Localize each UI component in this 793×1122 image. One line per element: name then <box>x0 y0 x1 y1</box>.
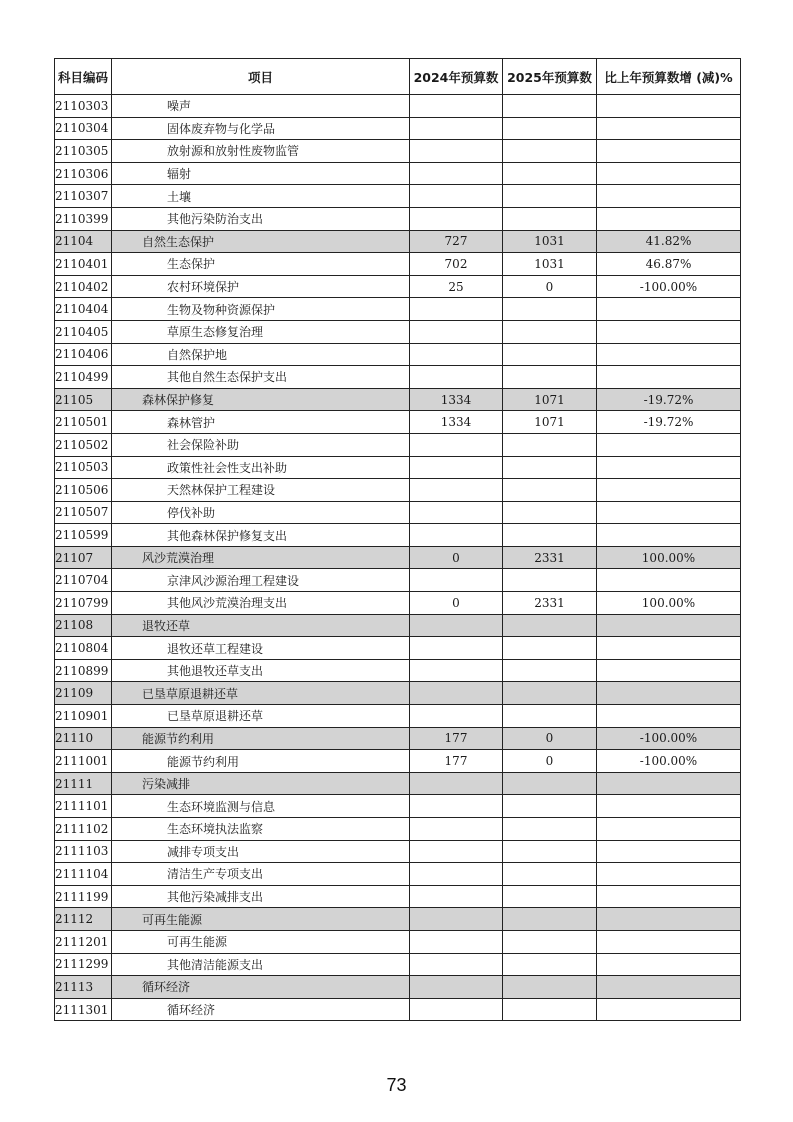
row-2024 <box>410 366 503 389</box>
row-change <box>597 433 741 456</box>
row-name: 京津风沙源治理工程建设 <box>112 569 410 592</box>
row-2025 <box>503 908 597 931</box>
row-2024 <box>410 524 503 547</box>
row-name: 其他退牧还草支出 <box>112 659 410 682</box>
row-change: 100.00% <box>597 592 741 615</box>
row-change <box>597 885 741 908</box>
row-change <box>597 976 741 999</box>
row-2024 <box>410 117 503 140</box>
row-2025 <box>503 795 597 818</box>
row-code: 21111 <box>55 772 112 795</box>
row-2024 <box>410 456 503 479</box>
row-name: 土壤 <box>112 185 410 208</box>
row-change <box>597 524 741 547</box>
table-row <box>55 840 741 863</box>
row-2024 <box>410 682 503 705</box>
row-code: 21107 <box>55 546 112 569</box>
table-body <box>55 95 741 1021</box>
row-name: 可再生能源 <box>112 930 410 953</box>
row-name: 减排专项支出 <box>112 840 410 863</box>
table-row-category <box>55 546 741 569</box>
table-row <box>55 885 741 908</box>
row-2025 <box>503 840 597 863</box>
table-row-category <box>55 772 741 795</box>
row-change: -100.00% <box>597 727 741 750</box>
row-2025: 0 <box>503 727 597 750</box>
row-2024 <box>410 659 503 682</box>
row-change <box>597 207 741 230</box>
row-change: 100.00% <box>597 546 741 569</box>
row-2024 <box>410 140 503 163</box>
row-2024 <box>410 795 503 818</box>
row-code: 2111001 <box>55 750 112 773</box>
row-2024 <box>410 976 503 999</box>
row-name: 社会保险补助 <box>112 433 410 456</box>
row-2024: 0 <box>410 546 503 569</box>
row-2025 <box>503 479 597 502</box>
row-code: 2111102 <box>55 818 112 841</box>
row-change: -100.00% <box>597 275 741 298</box>
row-code: 21112 <box>55 908 112 931</box>
row-2024: 1334 <box>410 388 503 411</box>
row-name: 其他自然生态保护支出 <box>112 366 410 389</box>
row-name: 自然保护地 <box>112 343 410 366</box>
row-name: 草原生态修复治理 <box>112 320 410 343</box>
row-name: 其他污染防治支出 <box>112 207 410 230</box>
row-name: 森林保护修复 <box>112 388 410 411</box>
row-code: 2110901 <box>55 705 112 728</box>
row-2025 <box>503 140 597 163</box>
row-2024 <box>410 433 503 456</box>
table-row <box>55 162 741 185</box>
row-code: 2110306 <box>55 162 112 185</box>
table-row <box>55 930 741 953</box>
row-name: 已垦草原退耕还草 <box>112 705 410 728</box>
row-2024 <box>410 479 503 502</box>
row-name: 循环经济 <box>112 976 410 999</box>
row-change <box>597 614 741 637</box>
row-name: 森林管护 <box>112 411 410 434</box>
row-change <box>597 185 741 208</box>
table-row <box>55 524 741 547</box>
table-row <box>55 207 741 230</box>
row-2024 <box>410 162 503 185</box>
row-change <box>597 659 741 682</box>
row-2025 <box>503 298 597 321</box>
row-name: 污染减排 <box>112 772 410 795</box>
table-row <box>55 637 741 660</box>
row-2025 <box>503 863 597 886</box>
row-change: -19.72% <box>597 388 741 411</box>
table-row-category <box>55 614 741 637</box>
row-2024 <box>410 501 503 524</box>
row-name: 生态环境执法监察 <box>112 818 410 841</box>
row-change: -100.00% <box>597 750 741 773</box>
table-row <box>55 863 741 886</box>
row-code: 2110405 <box>55 320 112 343</box>
row-2025 <box>503 659 597 682</box>
row-name: 政策性社会性支出补助 <box>112 456 410 479</box>
row-2025: 1071 <box>503 411 597 434</box>
row-2025 <box>503 953 597 976</box>
table-row-category <box>55 976 741 999</box>
table-row <box>55 433 741 456</box>
row-name: 循环经济 <box>112 998 410 1021</box>
row-2024 <box>410 207 503 230</box>
row-change <box>597 795 741 818</box>
row-change <box>597 366 741 389</box>
row-2025 <box>503 524 597 547</box>
row-name: 放射源和放射性废物监管 <box>112 140 410 163</box>
row-code: 2110502 <box>55 433 112 456</box>
row-name: 退牧还草工程建设 <box>112 637 410 660</box>
row-code: 21108 <box>55 614 112 637</box>
table-row <box>55 479 741 502</box>
row-change <box>597 998 741 1021</box>
row-code: 2111104 <box>55 863 112 886</box>
row-name: 其他污染减排支出 <box>112 885 410 908</box>
table-row <box>55 818 741 841</box>
table-row <box>55 298 741 321</box>
row-2024: 0 <box>410 592 503 615</box>
row-change <box>597 705 741 728</box>
row-2024: 177 <box>410 727 503 750</box>
row-name: 天然林保护工程建设 <box>112 479 410 502</box>
row-change <box>597 343 741 366</box>
table-row-category <box>55 230 741 253</box>
row-name: 可再生能源 <box>112 908 410 931</box>
row-name: 清洁生产专项支出 <box>112 863 410 886</box>
row-code: 2110402 <box>55 275 112 298</box>
row-2025 <box>503 569 597 592</box>
row-2025: 2331 <box>503 592 597 615</box>
row-name: 能源节约利用 <box>112 727 410 750</box>
row-2024 <box>410 908 503 931</box>
table-row <box>55 705 741 728</box>
table-row <box>55 320 741 343</box>
row-change <box>597 840 741 863</box>
row-change <box>597 772 741 795</box>
row-name: 固体废弃物与化学品 <box>112 117 410 140</box>
row-2025 <box>503 614 597 637</box>
row-2024 <box>410 298 503 321</box>
row-2025: 1031 <box>503 253 597 276</box>
row-2025 <box>503 705 597 728</box>
row-code: 2110599 <box>55 524 112 547</box>
row-code: 21104 <box>55 230 112 253</box>
row-name: 生物及物种资源保护 <box>112 298 410 321</box>
row-2024 <box>410 930 503 953</box>
row-change <box>597 456 741 479</box>
row-2024: 177 <box>410 750 503 773</box>
row-code: 2111299 <box>55 953 112 976</box>
row-2025 <box>503 320 597 343</box>
row-2024 <box>410 569 503 592</box>
row-2024: 702 <box>410 253 503 276</box>
row-2025 <box>503 95 597 118</box>
row-2025 <box>503 998 597 1021</box>
row-2025: 0 <box>503 750 597 773</box>
row-change <box>597 479 741 502</box>
row-2025: 2331 <box>503 546 597 569</box>
row-2025 <box>503 117 597 140</box>
row-code: 2110307 <box>55 185 112 208</box>
row-2025 <box>503 818 597 841</box>
table-row <box>55 275 741 298</box>
row-2025 <box>503 501 597 524</box>
row-2025 <box>503 885 597 908</box>
table-row <box>55 366 741 389</box>
row-change <box>597 140 741 163</box>
row-2024 <box>410 614 503 637</box>
table-row <box>55 659 741 682</box>
row-code: 2110399 <box>55 207 112 230</box>
row-code: 2110406 <box>55 343 112 366</box>
row-name: 噪声 <box>112 95 410 118</box>
row-2024: 1334 <box>410 411 503 434</box>
table-row <box>55 185 741 208</box>
row-2025 <box>503 682 597 705</box>
row-code: 21105 <box>55 388 112 411</box>
row-change <box>597 682 741 705</box>
row-2025 <box>503 772 597 795</box>
table-row-category <box>55 727 741 750</box>
row-name: 停伐补助 <box>112 501 410 524</box>
row-change <box>597 953 741 976</box>
header-code: 科目编码 <box>55 59 112 95</box>
row-2025: 0 <box>503 275 597 298</box>
table-row <box>55 998 741 1021</box>
row-name: 生态环境监测与信息 <box>112 795 410 818</box>
row-change <box>597 569 741 592</box>
row-code: 2110501 <box>55 411 112 434</box>
row-change <box>597 637 741 660</box>
row-2025 <box>503 185 597 208</box>
table-row <box>55 411 741 434</box>
row-2024: 25 <box>410 275 503 298</box>
budget-table <box>54 58 741 1021</box>
header-change: 比上年预算数增 (减)% <box>597 59 741 95</box>
row-code: 21109 <box>55 682 112 705</box>
row-code: 2110799 <box>55 592 112 615</box>
row-name: 其他森林保护修复支出 <box>112 524 410 547</box>
row-code: 2111301 <box>55 998 112 1021</box>
header-2025: 2025年预算数 <box>503 59 597 95</box>
page-number: 73 <box>386 1075 407 1095</box>
row-name: 辐射 <box>112 162 410 185</box>
table-row <box>55 117 741 140</box>
row-code: 2110503 <box>55 456 112 479</box>
row-2025 <box>503 637 597 660</box>
row-2024 <box>410 840 503 863</box>
row-code: 2110499 <box>55 366 112 389</box>
row-2025 <box>503 433 597 456</box>
row-change <box>597 117 741 140</box>
header-2024: 2024年预算数 <box>410 59 503 95</box>
row-code: 2110506 <box>55 479 112 502</box>
table-row <box>55 456 741 479</box>
row-code: 2111201 <box>55 930 112 953</box>
row-change <box>597 908 741 931</box>
row-code: 2111103 <box>55 840 112 863</box>
row-name: 风沙荒漠治理 <box>112 546 410 569</box>
row-code: 2110303 <box>55 95 112 118</box>
row-change: 46.87% <box>597 253 741 276</box>
row-2024 <box>410 818 503 841</box>
row-code: 2110304 <box>55 117 112 140</box>
table-row-category <box>55 908 741 931</box>
table-row <box>55 140 741 163</box>
row-2025 <box>503 207 597 230</box>
row-change <box>597 95 741 118</box>
row-code: 2110401 <box>55 253 112 276</box>
row-2024 <box>410 998 503 1021</box>
row-code: 2110804 <box>55 637 112 660</box>
row-code: 2111199 <box>55 885 112 908</box>
row-change <box>597 863 741 886</box>
row-2024 <box>410 185 503 208</box>
row-2025 <box>503 930 597 953</box>
row-code: 2110704 <box>55 569 112 592</box>
table-row <box>55 253 741 276</box>
row-2024 <box>410 705 503 728</box>
row-change: 41.82% <box>597 230 741 253</box>
row-name: 其他清洁能源支出 <box>112 953 410 976</box>
table-row-category <box>55 388 741 411</box>
table-row <box>55 795 741 818</box>
table-header-row <box>55 59 741 95</box>
row-name: 自然生态保护 <box>112 230 410 253</box>
row-2024 <box>410 320 503 343</box>
table-row-category <box>55 682 741 705</box>
row-2025: 1071 <box>503 388 597 411</box>
row-code: 21110 <box>55 727 112 750</box>
row-2024 <box>410 343 503 366</box>
row-2025 <box>503 162 597 185</box>
row-change <box>597 930 741 953</box>
row-code: 2110507 <box>55 501 112 524</box>
row-change <box>597 501 741 524</box>
row-2024 <box>410 772 503 795</box>
row-code: 2111101 <box>55 795 112 818</box>
row-code: 21113 <box>55 976 112 999</box>
table-row <box>55 592 741 615</box>
row-change <box>597 818 741 841</box>
row-change <box>597 320 741 343</box>
row-2024: 727 <box>410 230 503 253</box>
row-2024 <box>410 953 503 976</box>
row-name: 退牧还草 <box>112 614 410 637</box>
row-code: 2110899 <box>55 659 112 682</box>
table-row <box>55 95 741 118</box>
table-row <box>55 750 741 773</box>
row-2025 <box>503 343 597 366</box>
header-name: 项目 <box>112 59 410 95</box>
table-row <box>55 953 741 976</box>
row-2025 <box>503 456 597 479</box>
row-2025 <box>503 976 597 999</box>
row-2024 <box>410 885 503 908</box>
row-2025: 1031 <box>503 230 597 253</box>
row-name: 生态保护 <box>112 253 410 276</box>
row-2024 <box>410 863 503 886</box>
row-2024 <box>410 95 503 118</box>
row-code: 2110404 <box>55 298 112 321</box>
row-name: 能源节约利用 <box>112 750 410 773</box>
table-row <box>55 569 741 592</box>
table-row <box>55 343 741 366</box>
row-2025 <box>503 366 597 389</box>
row-2024 <box>410 637 503 660</box>
row-change <box>597 162 741 185</box>
row-name: 其他风沙荒漠治理支出 <box>112 592 410 615</box>
row-name: 已垦草原退耕还草 <box>112 682 410 705</box>
table-row <box>55 501 741 524</box>
row-name: 农村环境保护 <box>112 275 410 298</box>
row-change <box>597 298 741 321</box>
row-change: -19.72% <box>597 411 741 434</box>
row-code: 2110305 <box>55 140 112 163</box>
